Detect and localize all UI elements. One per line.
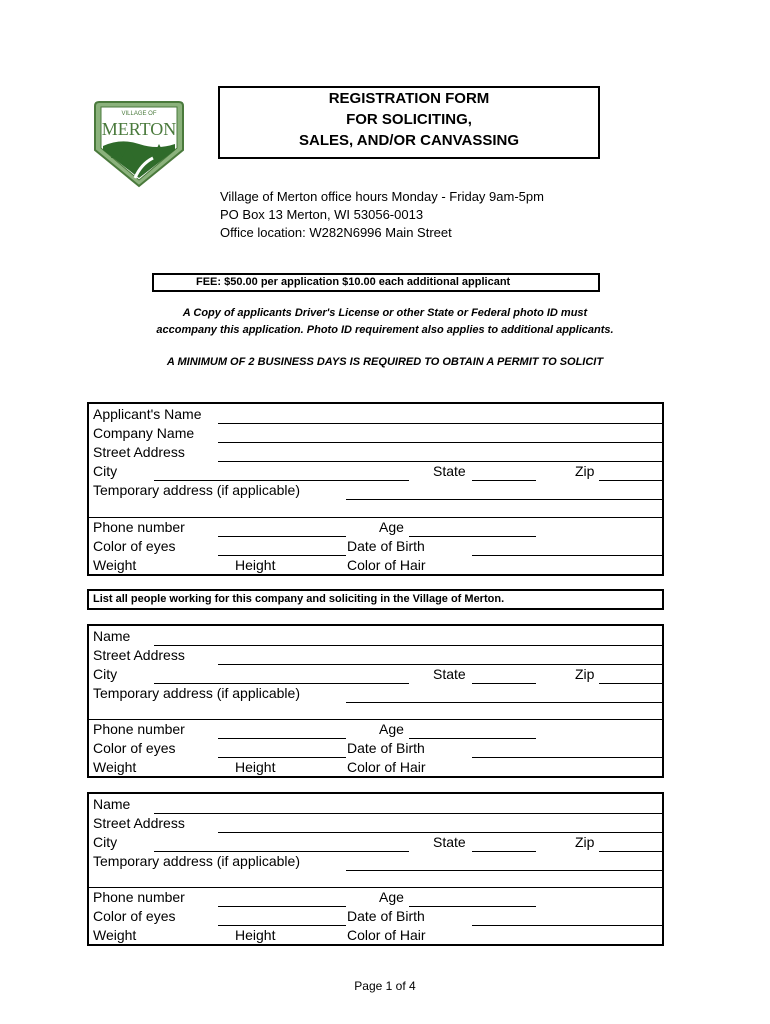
page-number: Page 1 of 4 bbox=[354, 979, 416, 993]
person-hair-label: Color of Hair bbox=[347, 927, 426, 943]
logo-name: MERTON bbox=[101, 119, 177, 139]
person-height-label: Height bbox=[235, 759, 276, 775]
person-section-2 bbox=[87, 792, 664, 946]
person-name-field[interactable] bbox=[154, 813, 662, 814]
list-header-text: List all people working for this company and soliciting in the Village of Merton. bbox=[93, 593, 505, 605]
person-eyes-label: Color of eyes bbox=[93, 908, 176, 924]
person-phone-field[interactable] bbox=[218, 906, 346, 907]
person-section-1 bbox=[87, 624, 664, 778]
phone-label: Phone number bbox=[93, 519, 185, 535]
person-state-field[interactable] bbox=[472, 851, 536, 852]
photo-id-note-2: accompany this application. Photo ID requirement also applies to additional applicants. bbox=[156, 324, 614, 336]
fee-text: FEE: $50.00 per application $10.00 each additional applicant bbox=[196, 276, 511, 288]
dob-label: Date of Birth bbox=[347, 538, 425, 554]
dob-field[interactable] bbox=[472, 555, 662, 556]
company-name-field[interactable] bbox=[218, 442, 662, 443]
street-address-label: Street Address bbox=[93, 444, 185, 460]
person-eyes-field[interactable] bbox=[218, 925, 346, 926]
person-dob-label: Date of Birth bbox=[347, 740, 425, 756]
person-dob-label: Date of Birth bbox=[347, 908, 425, 924]
person-name-label: Name bbox=[93, 796, 131, 812]
person-weight-label: Weight bbox=[93, 927, 137, 943]
person-weight-label: Weight bbox=[93, 759, 137, 775]
person-temp-address-label: Temporary address (if applicable) bbox=[93, 685, 300, 701]
form-title bbox=[218, 86, 600, 159]
person-height-label: Height bbox=[235, 927, 276, 943]
person-city-field[interactable] bbox=[154, 851, 409, 852]
person-dob-field[interactable] bbox=[472, 925, 662, 926]
office-hours: Village of Merton office hours Monday - Friday 9am-5pm bbox=[220, 189, 544, 204]
person-state-label: State bbox=[433, 666, 466, 682]
eyes-field[interactable] bbox=[218, 555, 346, 556]
person-zip-label: Zip bbox=[575, 666, 595, 682]
weight-label: Weight bbox=[93, 557, 137, 573]
person-city-field[interactable] bbox=[154, 683, 409, 684]
minimum-days-note: A MINIMUM OF 2 BUSINESS DAYS IS REQUIRED TO OBTAIN A PERMIT TO SOLICIT bbox=[166, 356, 604, 368]
village-logo bbox=[91, 98, 187, 190]
person-zip-field[interactable] bbox=[599, 851, 662, 852]
street-address-field[interactable] bbox=[218, 461, 662, 462]
title-line-2: FOR SOLICITING, bbox=[346, 111, 472, 128]
age-label: Age bbox=[379, 519, 404, 535]
section-divider bbox=[89, 517, 662, 518]
age-field[interactable] bbox=[409, 536, 536, 537]
applicant-name-field[interactable] bbox=[218, 423, 662, 424]
title-line-3: SALES, AND/OR CANVASSING bbox=[298, 132, 520, 149]
person-name-field[interactable] bbox=[154, 645, 662, 646]
office-po-box: PO Box 13 Merton, WI 53056-0013 bbox=[220, 207, 424, 222]
person-dob-field[interactable] bbox=[472, 757, 662, 758]
person-phone-label: Phone number bbox=[93, 721, 185, 737]
person-temp-address-label: Temporary address (if applicable) bbox=[93, 853, 300, 869]
state-field[interactable] bbox=[472, 480, 536, 481]
company-name-label: Company Name bbox=[93, 425, 195, 441]
height-label: Height bbox=[235, 557, 276, 573]
eyes-label: Color of eyes bbox=[93, 538, 176, 554]
person-phone-field[interactable] bbox=[218, 738, 346, 739]
person-street-label: Street Address bbox=[93, 647, 185, 663]
person-city-label: City bbox=[93, 666, 118, 682]
city-label: City bbox=[93, 463, 118, 479]
person-hair-label: Color of Hair bbox=[347, 759, 426, 775]
person-age-field[interactable] bbox=[409, 906, 536, 907]
photo-id-note-1: A Copy of applicants Driver's License or other State or Federal photo ID must bbox=[182, 307, 588, 319]
person-age-label: Age bbox=[379, 889, 404, 905]
title-line-1: REGISTRATION FORM bbox=[328, 90, 490, 107]
person-age-field[interactable] bbox=[409, 738, 536, 739]
person-age-label: Age bbox=[379, 721, 404, 737]
phone-field[interactable] bbox=[218, 536, 346, 537]
person-phone-label: Phone number bbox=[93, 889, 185, 905]
person-zip-field[interactable] bbox=[599, 683, 662, 684]
temp-address-field[interactable] bbox=[346, 499, 662, 500]
hair-label: Color of Hair bbox=[347, 557, 426, 573]
state-label: State bbox=[433, 463, 466, 479]
applicant-name-label: Applicant's Name bbox=[93, 406, 202, 422]
person-city-label: City bbox=[93, 834, 118, 850]
person-name-label: Name bbox=[93, 628, 131, 644]
section-divider bbox=[89, 719, 662, 720]
zip-label: Zip bbox=[575, 463, 595, 479]
fee-box bbox=[152, 273, 600, 292]
logo-top-text: VILLAGE OF bbox=[121, 111, 157, 117]
person-state-label: State bbox=[433, 834, 466, 850]
zip-field[interactable] bbox=[599, 480, 662, 481]
person-state-field[interactable] bbox=[472, 683, 536, 684]
person-street-field[interactable] bbox=[218, 832, 662, 833]
person-street-field[interactable] bbox=[218, 664, 662, 665]
person-zip-label: Zip bbox=[575, 834, 595, 850]
applicant-section bbox=[87, 402, 664, 576]
person-street-label: Street Address bbox=[93, 815, 185, 831]
list-header-box bbox=[87, 589, 664, 610]
person-temp-address-field[interactable] bbox=[346, 870, 662, 871]
city-field[interactable] bbox=[154, 480, 409, 481]
person-temp-address-field[interactable] bbox=[346, 702, 662, 703]
office-location: Office location: W282N6996 Main Street bbox=[220, 225, 452, 240]
temp-address-label: Temporary address (if applicable) bbox=[93, 482, 300, 498]
person-eyes-field[interactable] bbox=[218, 757, 346, 758]
section-divider bbox=[89, 887, 662, 888]
person-eyes-label: Color of eyes bbox=[93, 740, 176, 756]
